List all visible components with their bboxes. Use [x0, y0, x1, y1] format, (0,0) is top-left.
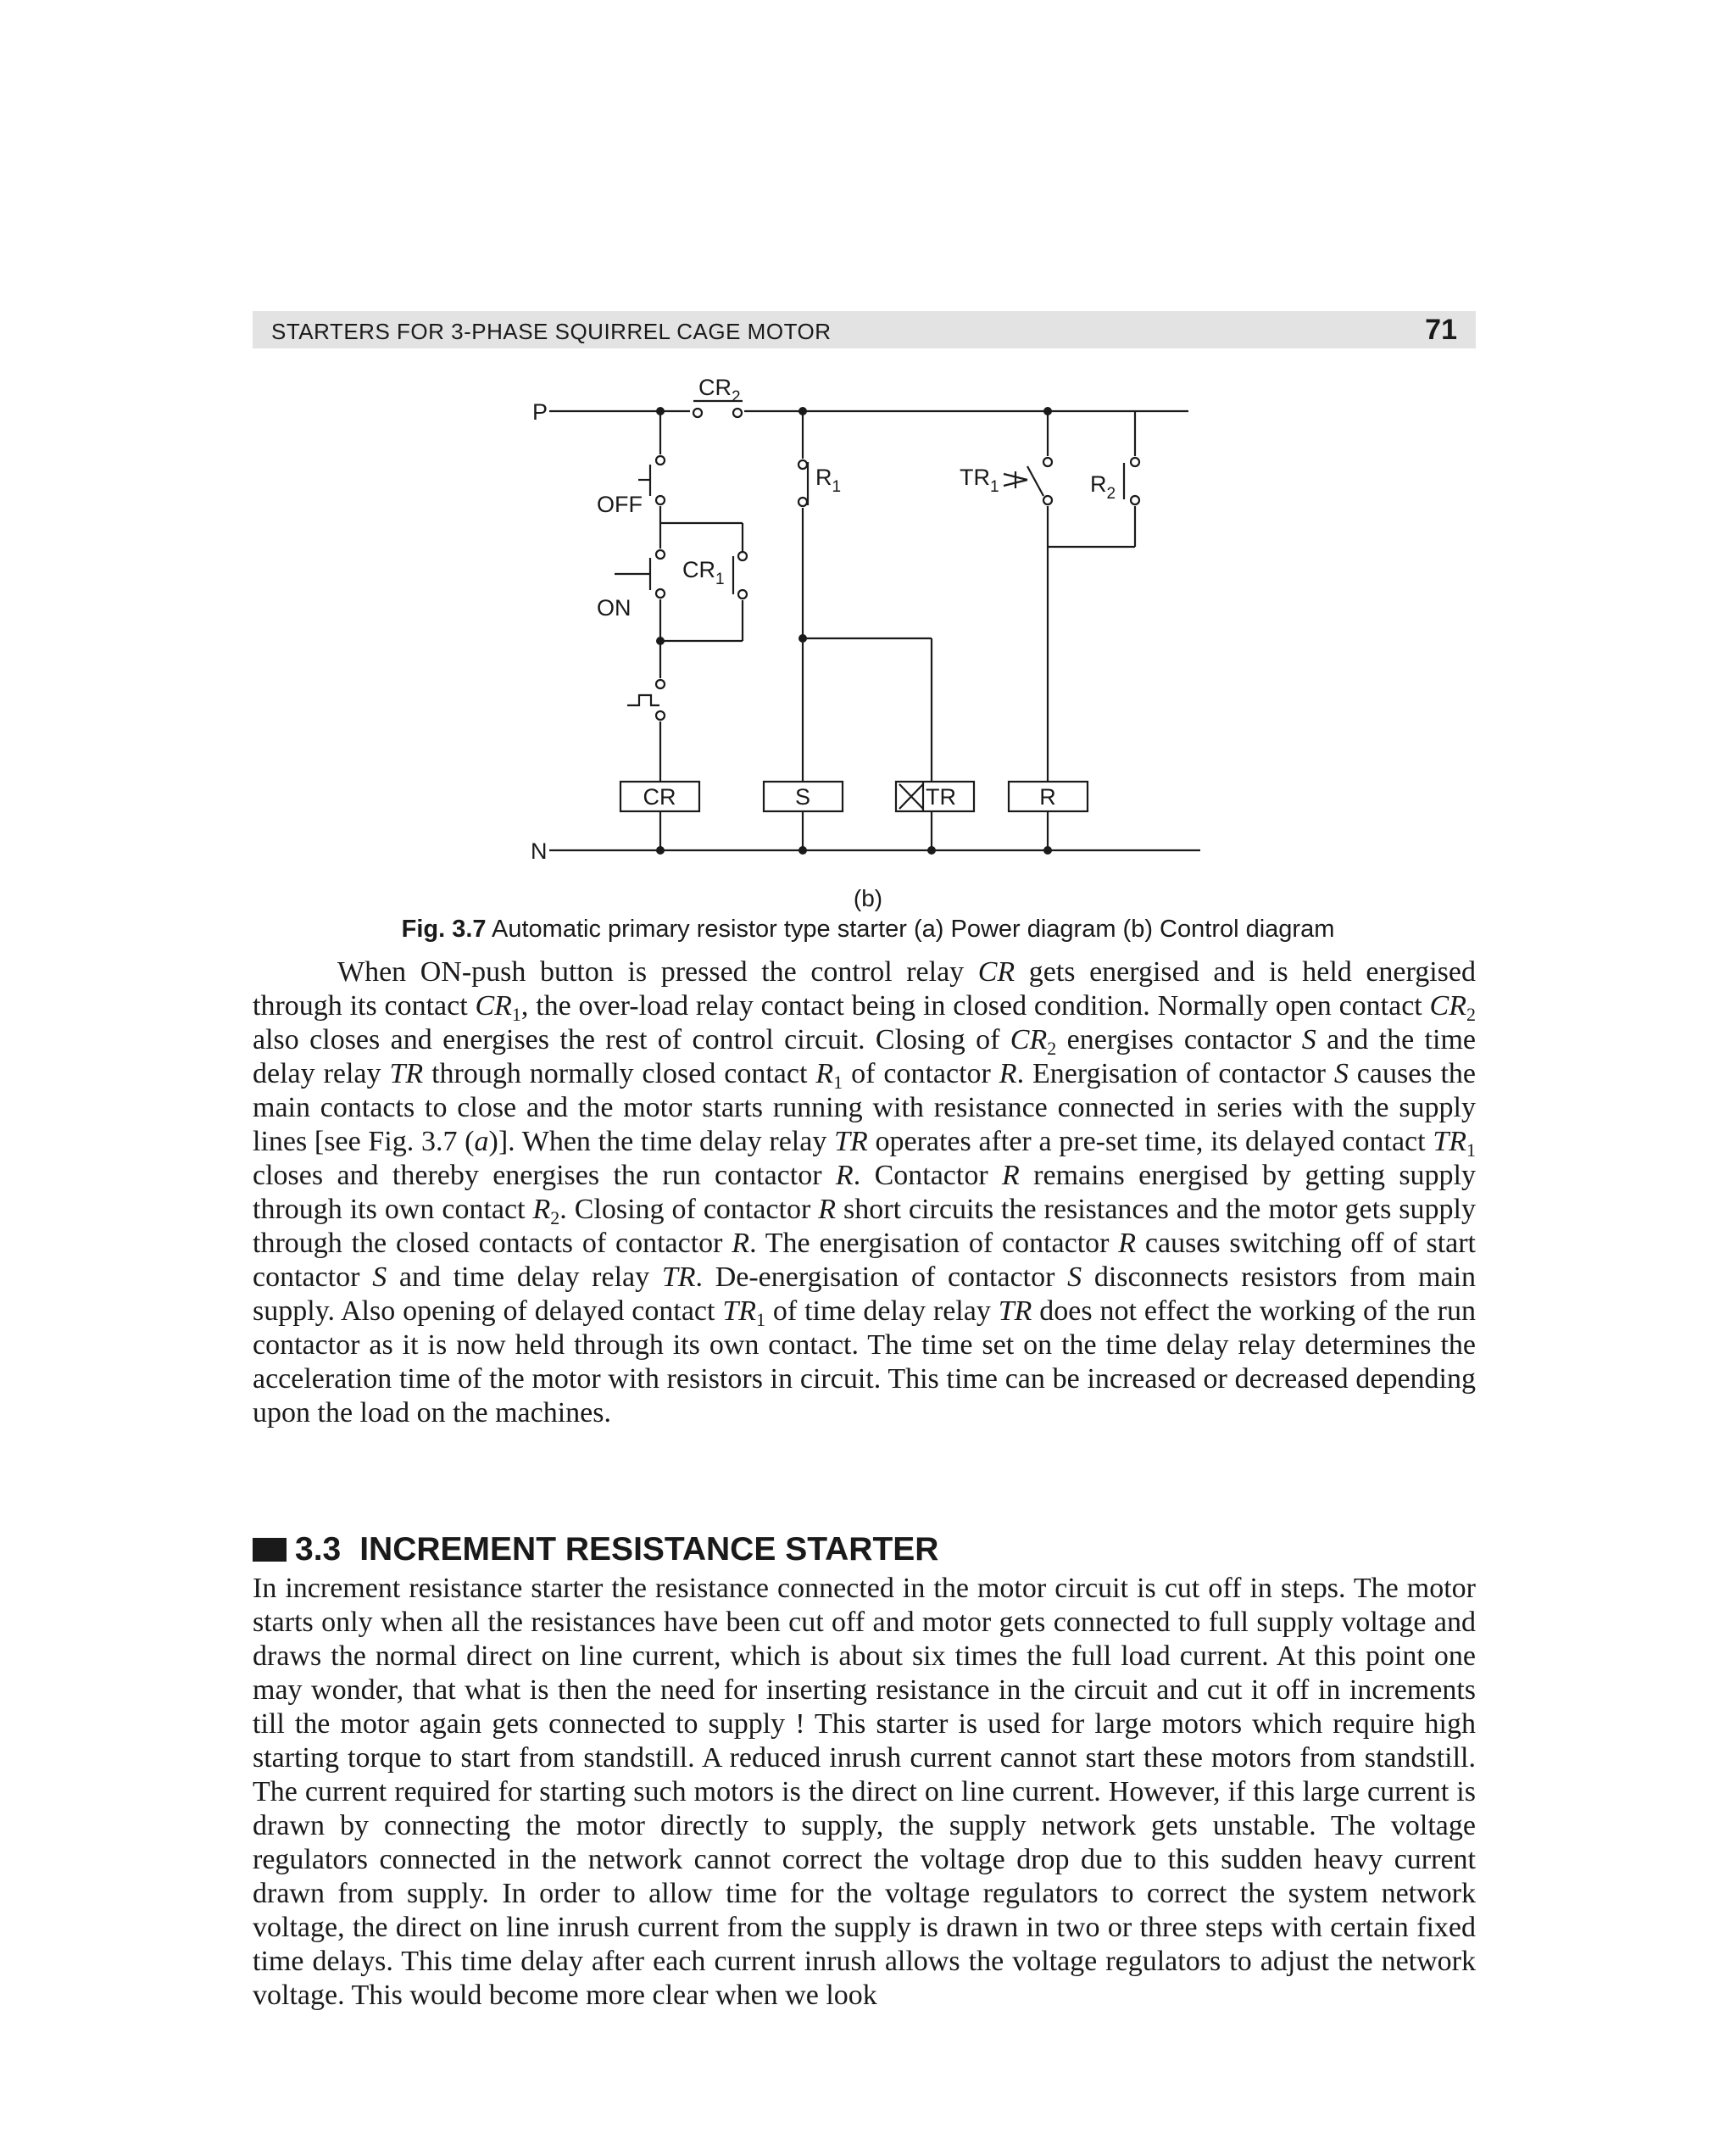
- section-number: 3.3: [295, 1531, 342, 1568]
- coil-cr-label: CR: [643, 784, 676, 810]
- section-heading: [253, 1529, 938, 1570]
- body-paragraph-2: In increment resistance starter the resistance connected in the motor circuit is cut off in steps. The motor starts only when all the resistances have been cut off and motor gets connected to full supply voltage and draws the normal direct on line current, which is about six times the full load current. At this point one may wonder, that what is then the need for inserting resistance in the circuit and cut it off in increments till the motor again gets connected to supply ! This starter is used for large motors which require high starting torque to start from standstill. A reduced inrush current cannot start these motors from standstill. The current required for starting such motors is the direct on line current. However, if this large current is drawn by connecting the motor directly to supply, the supply network gets unstable. The voltage regulators connected in the network cannot correct the voltage drop due to this sudden heavy current drawn from supply. In order to allow time for the voltage regulators to correct the system network voltage, the direct on line inrush current from the supply is drawn in two or three steps with certain fixed time delays. This time delay after each current inrush allows the voltage regulators to adjust the network voltage. This would become more clear when we look: [253, 1573, 1476, 2011]
- running-title: STARTERS FOR 3-PHASE SQUIRREL CAGE MOTOR: [271, 319, 832, 344]
- cr1-label: $CR_1$: [682, 557, 725, 588]
- section-title: INCREMENT RESISTANCE STARTER: [359, 1531, 939, 1568]
- figure-number: Fig. 3.7: [401, 916, 487, 943]
- diagram-sublabel: (b): [853, 885, 883, 911]
- coil-r-label: R: [1039, 784, 1056, 810]
- body-paragraph-1: When ON-push button is pressed the control relay CR gets energised and is held energised through its contact $CR_1$, the over-load relay contact being in closed condition. Normally open contact $CR_2$ also closes and energises the rest of control circuit. Closing of $CR_2$ energises contactor S and the time delay relay TR through normally closed contact $R_1$ of contactor R. Energisation of contactor S causes the main contacts to close and the motor starts running with resistance connected in series with the supply lines [see Fig. 3.7 (a)]. When the time delay relay TR operates after a pre-set time, its delayed contact $TR_1$ closes and thereby energises the run contactor R. Contactor R remains energised by getting supply through its own contact $R_2$. Closing of contactor R short circuits the resistances and the motor gets supply through the closed contacts of contactor R. The energisation of contactor R causes switching off of start contactor S and time delay relay TR. De-energisation of contactor S disconnects resistors from main supply. Also opening of delayed contact $TR_1$ of time delay relay TR does not effect the working of the run contactor as it is now held through its own contact. The time set on the time delay relay determines the acceleration time of the motor with resistors in circuit. This time can be increased or decreased depending upon the load on the machines.: [253, 956, 1477, 1428]
- overload-contact: [627, 695, 659, 705]
- figure-caption-text: Automatic primary resistor type starter (a) Power diagram (b) Control diagram: [486, 916, 1335, 943]
- figure-caption: [0, 916, 1736, 944]
- coil-s-label: S: [794, 784, 811, 810]
- r1-label: $R_1$: [815, 465, 842, 496]
- cr2-label: $CR_2$: [698, 375, 741, 406]
- p-line-label: P: [532, 399, 548, 425]
- section-marker: [253, 1538, 287, 1562]
- r2-label: $R_2$: [1090, 471, 1116, 503]
- tr1-delay-symbol: [1004, 471, 1027, 488]
- tr1-label: $TR_1$: [960, 465, 999, 496]
- coil-tr-label: TR: [926, 784, 956, 810]
- off-label: OFF: [597, 492, 643, 517]
- on-label: ON: [597, 595, 632, 621]
- control-diagram: [0, 0, 1736, 882]
- tr1-contact-blade: [1027, 466, 1043, 496]
- n-line-label: N: [531, 838, 548, 864]
- page-number: 71: [1425, 314, 1457, 346]
